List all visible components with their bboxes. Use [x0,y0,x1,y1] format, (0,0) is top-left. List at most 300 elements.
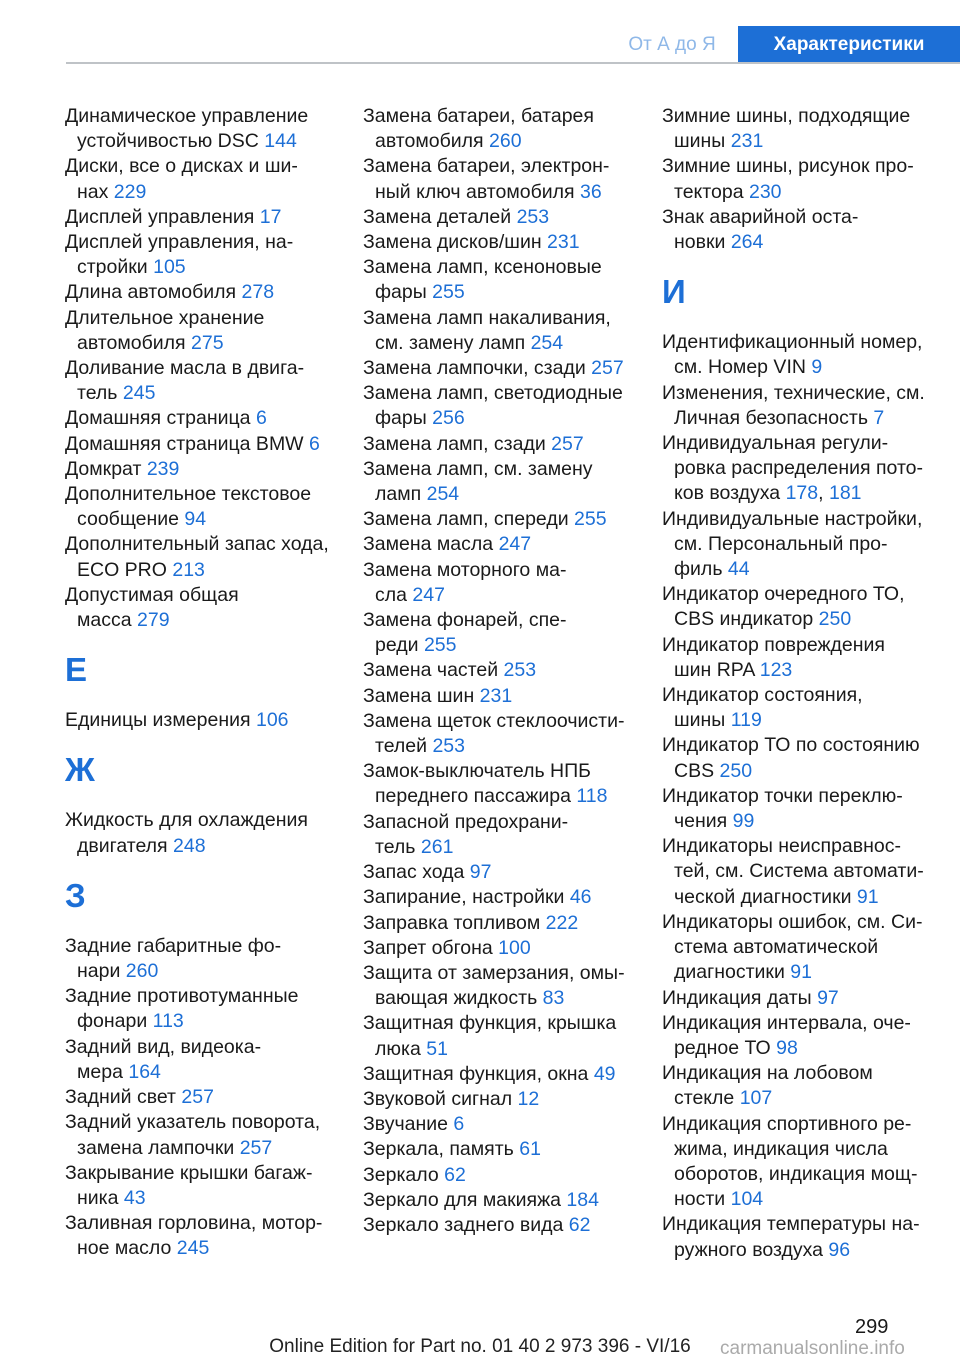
header-divider [66,62,960,64]
page-separator: , [818,482,829,505]
index-entry [363,658,643,683]
page-link[interactable]: 255 [574,508,607,531]
index-term: см. Номер VIN [674,356,812,379]
index-entry [65,708,345,733]
index-entry [363,784,643,809]
index-term: чения [674,810,733,833]
index-column-2 [363,104,643,1238]
index-entry [363,306,643,331]
index-term: Зимние шины, рисунок про- [662,155,914,178]
index-term: ECO PRO [77,558,173,581]
index-entry [363,406,643,431]
index-entry [662,859,942,884]
index-term: Идентификационный номер, [662,331,923,354]
index-term: Единицы измерения [65,709,256,732]
index-term: стема автоматической [674,936,879,959]
page-link[interactable]: 257 [239,1136,273,1159]
index-term: Индикаторы ошибок, см. Си- [662,910,923,933]
index-entry [363,1137,643,1162]
index-entry [662,230,942,255]
index-term: Индикация интервала, оче- [662,1011,911,1034]
index-entry [65,959,345,984]
index-entry [363,911,643,936]
page-link[interactable]: 164 [128,1060,161,1083]
index-term: Зимние шины, подходящие [662,105,911,127]
index-entry [65,104,345,129]
index-term: Замена лампочки, сзади [363,357,592,380]
page-link[interactable]: 106 [255,709,289,732]
index-entry [65,1060,345,1085]
index-term: Домашняя страница [65,407,256,430]
page-link[interactable]: 184 [566,1188,599,1211]
index-term: Индикатор очередного ТО, [662,583,905,606]
index-term: Индикаторы неисправнос- [662,835,901,858]
page-link[interactable]: 256 [432,407,465,430]
index-entry [662,986,942,1011]
index-entry [662,205,942,230]
index-term: Дисплей управления, на- [65,231,294,254]
index-term: Замена частей [363,659,504,682]
index-entry [65,1161,345,1186]
page-link[interactable]: 61 [519,1138,541,1161]
index-term: Замена ламп, светодиодные [363,382,623,405]
index-entry [363,1087,643,1112]
index-term: вающая жидкость [375,987,543,1010]
page-link[interactable]: 264 [730,231,764,254]
index-entry [363,1213,643,1238]
index-entry [662,330,942,355]
page-link[interactable]: 6 [453,1113,465,1136]
index-term: шины [674,709,731,732]
index-entry [363,205,643,230]
index-entry [662,960,942,985]
page-link[interactable]: 98 [776,1036,798,1059]
index-entry [363,1037,643,1062]
page-link[interactable]: 253 [432,735,465,758]
index-term: Зеркала, память [363,1138,520,1161]
index-entry [662,507,942,532]
index-entry [363,709,643,734]
index-term: Звучание [363,1113,454,1136]
page-number: 299 [855,1316,889,1338]
index-entry [662,129,942,154]
index-entry [65,558,345,583]
index-entry [363,104,643,129]
index-term: Замена дисков/шин [363,231,548,254]
page-link[interactable]: 254 [530,331,564,354]
index-term: Замена фонарей, спе- [363,609,567,632]
page-link[interactable]: 62 [444,1163,466,1186]
index-entry [363,608,643,633]
page-link[interactable]: 44 [727,558,750,581]
page-link[interactable]: 6 [255,407,267,430]
page-link[interactable]: 119 [730,709,762,732]
index-entry [662,582,942,607]
page-link[interactable]: 231 [730,130,764,153]
index-term: Домкрат [65,457,147,480]
index-entry [662,708,942,733]
index-entry [662,406,942,431]
index-entry [662,456,942,481]
index-entry [363,1062,643,1087]
index-term: Задние противотуманные [65,985,299,1008]
watermark: carmanualsonline.info [720,1338,905,1359]
page-link[interactable]: 261 [420,835,454,858]
index-term: ности [674,1188,731,1211]
index-entry [363,936,643,961]
index-entry [65,180,345,205]
index-entry [662,885,942,910]
index-term: телей [375,735,433,758]
index-entry [65,1236,345,1261]
index-term: фары [375,407,433,430]
index-entry [363,810,643,835]
index-entry [662,809,942,834]
page-link[interactable]: 43 [123,1186,146,1209]
index-term: замена лампочки [77,1136,240,1159]
footer-edition: Online Edition for Part no. 01 40 2 973 396 - VI/16 [269,1336,691,1357]
index-term: Замена ламп, спереди [363,508,575,531]
index-entry [662,1162,942,1187]
index-term: ламп [375,483,427,506]
index-term: Зеркало заднего вида [363,1213,569,1236]
index-term: CBS индикатор [674,608,819,631]
tab-a-to-z[interactable]: От А до Я [628,34,716,55]
page-link[interactable]: 17 [259,205,282,228]
index-term: Индикация спортивного ре- [662,1112,912,1135]
index-term: Жидкость для охлаждения [65,809,308,832]
index-term: Заливная горловина, мотор- [65,1212,323,1235]
index-term: Индикатор состояния, [662,684,863,707]
index-entry [65,331,345,356]
index-entry [363,180,643,205]
page-link[interactable]: 257 [181,1086,214,1109]
index-entry [65,1085,345,1110]
page-link[interactable]: 248 [173,834,206,857]
index-entry [65,230,345,255]
page-link[interactable]: 278 [241,281,275,304]
page-link[interactable]: 96 [828,1238,851,1261]
index-column-1 [65,104,345,1262]
index-term: новки [674,231,731,254]
index-term: Замена щеток стеклоочисти- [363,709,625,732]
index-term: масса [77,609,138,632]
index-term: Личная безопасность [674,406,874,429]
page-link[interactable]: 97 [817,986,839,1009]
index-entry [662,759,942,784]
index-entry [363,381,643,406]
index-entry [363,986,643,1011]
index-term: фонари [77,1010,153,1033]
index-term: см. Персональный про- [674,532,888,555]
page-link[interactable]: 12 [517,1087,540,1110]
page-link[interactable]: 260 [489,130,522,153]
index-entry [662,481,942,506]
index-term: Задний вид, видеока- [65,1035,262,1058]
page-link[interactable]: 255 [423,634,457,657]
index-term: Замена ламп, см. замену [363,457,593,480]
index-term: редное ТО [674,1036,777,1059]
index-entry [65,934,345,959]
index-term: Запирание, настройки [363,886,570,909]
index-entry [662,1238,942,1263]
index-entry [363,1188,643,1213]
index-term: Индивидуальные настройки, [662,507,923,530]
index-entry [363,356,643,381]
index-term: Замена масла [363,533,499,556]
page-link[interactable]: 118 [576,785,608,808]
index-entry [65,507,345,532]
index-entry [65,1211,345,1236]
index-entry [65,583,345,608]
index-entry [65,406,345,431]
index-entry [363,532,643,557]
index-entry [662,1086,942,1111]
page-link[interactable]: 231 [479,684,513,707]
index-term: переднего пассажира [375,785,577,808]
page-link[interactable]: 222 [545,911,579,934]
index-entry [65,154,345,179]
index-term: тель [77,382,123,405]
page-link[interactable]: 9 [811,356,823,379]
index-term: Запас хода [363,861,470,884]
page-link[interactable]: 36 [580,180,602,203]
page-link[interactable]: 250 [818,608,852,631]
page-link[interactable]: 100 [498,936,531,959]
page-link[interactable]: 239 [146,457,180,480]
index-entry [662,1187,942,1212]
page-link[interactable]: 260 [125,960,159,983]
index-term: Замена деталей [363,205,517,228]
page-link[interactable]: 247 [498,533,532,556]
index-term: CBS [674,759,720,782]
page-link[interactable]: 51 [426,1037,448,1060]
page-link[interactable]: 7 [873,406,885,429]
index-entry [662,431,942,456]
index-entry [662,1011,942,1036]
page-link[interactable]: 91 [856,885,879,908]
index-entry [65,306,345,331]
index-entry [662,1036,942,1061]
index-term: Замена ламп, сзади [363,432,552,455]
index-entry [662,381,942,406]
index-entry [662,935,942,960]
index-entry [363,860,643,885]
index-entry [662,180,942,205]
index-entry [65,608,345,633]
index-entry [662,1212,942,1237]
index-term: автомобиля [77,331,192,354]
index-term: Длина автомобиля [65,281,242,304]
index-term: Дополнительный запас хода, [65,533,329,556]
index-entry [65,1009,345,1034]
index-entry [65,129,345,154]
section-letter: Ж [65,751,95,789]
index-entry [363,482,643,507]
index-term: Зеркало для макияжа [363,1188,567,1211]
index-entry [65,482,345,507]
index-entry [65,1035,345,1060]
page-link[interactable]: 255 [432,281,465,304]
page-link[interactable]: 6 [309,432,320,455]
index-term: Замена моторного ма- [363,558,567,581]
index-entry [662,834,942,859]
index-entry [65,984,345,1009]
index-entry [65,808,345,833]
page-link[interactable]: 107 [739,1087,773,1110]
index-entry [363,558,643,583]
index-term: Динамическое управление [65,105,309,127]
index-entry [65,280,345,305]
page-link[interactable]: 49 [593,1062,616,1085]
index-term: ника [77,1186,124,1209]
index-term: автомобиля [375,130,490,153]
index-term: Знак аварийной оста- [662,205,859,228]
page-link[interactable]: 231 [547,231,580,254]
index-entry [662,607,942,632]
page-link[interactable]: 230 [748,180,782,203]
index-term: Дополнительное текстовое [65,483,312,506]
index-entry [662,683,942,708]
index-term: сообщение [77,508,185,531]
index-term: Замена ламп накаливания, [363,306,611,329]
index-entry [662,104,942,129]
page-link[interactable]: 97 [469,861,492,884]
page-link[interactable]: 275 [191,331,224,354]
index-term: Заправка топливом [363,911,546,934]
index-term: Замок-выключатель НПБ [363,760,591,783]
index-entry [363,583,643,608]
index-term: ческой диагностики [674,885,857,908]
index-entry [65,1136,345,1161]
index-term: Индивидуальная регули- [662,432,889,455]
index-term: филь [674,558,728,581]
page-link[interactable]: 123 [759,658,793,681]
page-link[interactable]: 213 [172,558,205,581]
index-term: Задний свет [65,1086,182,1109]
index-entry [363,432,643,457]
index-term: двигателя [77,834,173,857]
index-term: шин RPA [674,658,760,681]
index-term: стройки [77,256,154,279]
page-link[interactable]: 62 [568,1213,591,1236]
index-entry [363,759,643,784]
index-term: Запрет обгона [363,936,499,959]
index-entry [662,733,942,758]
index-entry [363,1011,643,1036]
index-term: Индикатор повреждения [662,633,885,656]
page-link[interactable]: 91 [790,961,812,984]
index-term: Звуковой сигнал [363,1087,518,1110]
index-entry [65,356,345,381]
index-term: ное масло [77,1237,177,1260]
section-letter: Е [65,651,88,689]
index-entry [65,381,345,406]
section-letter: З [65,876,86,914]
page-link[interactable]: 105 [153,256,186,279]
page-link[interactable]: 229 [113,180,147,203]
page-link[interactable]: 181 [828,482,862,505]
page-link[interactable]: 46 [569,886,592,909]
index-entry [363,835,643,860]
page-link[interactable]: 94 [184,508,207,531]
page-link[interactable]: 245 [122,382,156,405]
page-link[interactable]: 257 [591,357,624,380]
index-term: Индикатор ТО по состоянию [662,734,920,757]
tab-specifications[interactable]: Характеристики [738,26,960,64]
index-entry [662,910,942,935]
page-link[interactable]: 83 [542,987,565,1010]
page-link[interactable]: 247 [412,583,445,606]
index-term: см. замену ламп [375,331,531,354]
index-entry [662,633,942,658]
page-link[interactable]: 253 [503,659,537,682]
index-term: Индикация на лобовом [662,1062,873,1085]
index-entry [65,532,345,557]
page-link[interactable]: 257 [551,432,584,455]
index-term: ный ключ автомобиля [375,180,580,203]
index-term: оборотов, индикация мощ- [674,1162,918,1185]
index-term: люка [375,1037,427,1060]
index-term: устойчивостью DSC [77,130,265,153]
index-entry [65,457,345,482]
page-link[interactable]: 254 [426,483,460,506]
page-link[interactable]: 104 [730,1188,764,1211]
index-entry [363,331,643,356]
index-entry [363,1163,643,1188]
index-term: Задние габаритные фо- [65,934,282,957]
index-term: Запасной предохрани- [363,810,569,833]
page-link[interactable]: 250 [719,759,753,782]
index-term: Задний указатель поворота, [65,1111,321,1134]
index-entry [363,885,643,910]
index-term: Зеркало [363,1163,445,1186]
index-entry [363,129,643,154]
index-entry [662,557,942,582]
index-term: тей, см. Система автомати- [674,860,924,883]
index-term: ружного воздуха [674,1238,829,1261]
index-entry [65,432,345,457]
index-term: Допустимая общая [65,583,239,606]
index-entry [662,784,942,809]
index-term: Замена ламп, ксеноновые [363,256,602,279]
index-term: Защитная функция, окна [363,1062,594,1085]
page-link[interactable]: 245 [176,1237,210,1260]
index-term: Длительное хранение [65,306,265,329]
index-term: Дисплей управления [65,205,260,228]
index-term: тектора [674,180,749,203]
index-entry [363,154,643,179]
page-link[interactable]: 253 [516,205,550,228]
page-link[interactable]: 178 [785,482,819,505]
index-term: Закрывание крышки багаж- [65,1161,313,1184]
page-link[interactable]: 99 [732,810,755,833]
page-link[interactable]: 144 [264,130,297,153]
page-link[interactable]: 279 [137,609,170,632]
index-entry [662,355,942,380]
index-term: Замена шин [363,684,480,707]
index-column-3 [662,104,942,1263]
index-term: Защитная функция, крышка [363,1012,617,1035]
index-term: нари [77,960,126,983]
index-entry [363,507,643,532]
index-term: Защита от замерзания, омы- [363,961,625,984]
page-link[interactable]: 113 [152,1010,184,1033]
index-entry [363,734,643,759]
index-term: Индикация даты [662,986,818,1009]
index-entry [363,255,643,280]
index-term: нах [77,180,114,203]
